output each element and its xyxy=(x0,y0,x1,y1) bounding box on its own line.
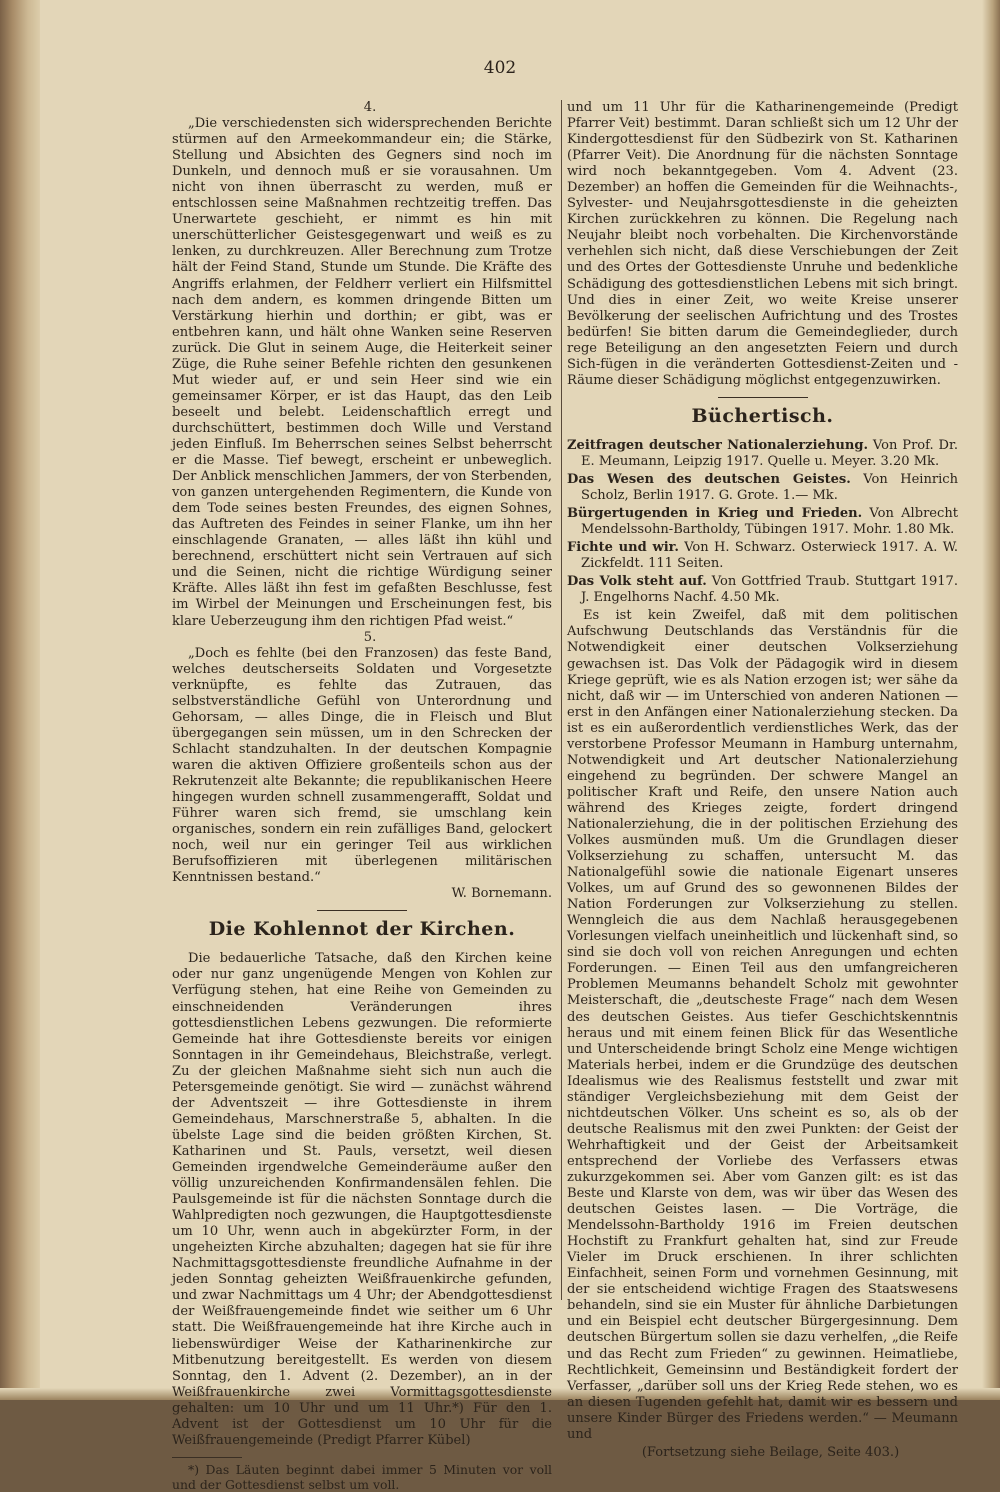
section-divider xyxy=(317,910,407,911)
book-details: Von Heinrich Scholz, Berlin 1917. G. Grote. 1.— Mk. xyxy=(581,471,958,504)
review-text: Es ist kein Zweifel, daß mit dem politischen Aufschwung Deutschlands das Verständnis für die Notwendigkeit einer deutschen Volkserziehung gewachsen ist. Das Volk der Pädagogik wird in diesem Kriege geprüft, wie es als Nation erzogen ist; wer sähe da nicht, daß wir — im Unterschied von anderen Nationen — erst in den Anfängen einer Nationalerziehung stecken. Da ist es ein außerordentlich verdienstliches Werk, das der verstorbene Professor Meumann in Hamburg unternahm, Notwendigkeit und Art deutscher Nationalerziehung eingehend zu begründen. Der schwere Mangel an politischer Kraft und Reife, den unsere Nation auch während des Krieges zeigte, fordert dringend Nationalerziehung, die in der politischen Erziehung des Volkes ausmünden muß. Um die Grundlagen dieser Volkserziehung zu schaffen, untersucht M. das Nationalgefühl sowie die nationale Eigenart unseres Volkes, um auf Grund des so gewonnenen Bildes der Nation Forderungen zur Volkserziehung zu stellen. Wenngleich die aus dem Nachlaß herausgegebenen Vorlesungen vielfach uneinheitlich und lückenhaft sind, so sind sie doch voll von reichen Anregungen und echten Forderungen. — Einen Teil aus den umfangreicheren Problemen Meumanns behandelt Scholz mit gewohnter Meisterschaft, die „deutscheste Frage“ nach dem Wesen des deutschen Geistes. Aus tiefer Geschichtskenntnis heraus und mit einem feinen Blick für das Wesentliche und Unterscheidende bringt Scholz eine Menge wichtigen Materials herbei, indem er die Grundzüge des deutschen Idealismus wie des Realismus feststellt und zwar mit ständiger Vergleichsbeziehung mit dem Geist der nichtdeutschen Völker. Uns scheint es so, als ob der deutsche Realismus mit den zwei Punkten: der Geist der Wehrhaftigkeit und der Geist der Arbeitsamkeit entsprechend der Vorliebe des Verfassers etwas zukurzgekommen sei. Aber vom Ganzen gilt: es ist das Beste und Klarste von dem, was wir über das Wesen des deutschen Geistes lasen. — Die Vorträge, die Mendelssohn-Bartholdy 1916 im Freien deutschen Hochstift zu Frankfurt gehalten hat, sind zur Freude Vieler im Druck erschienen. In ihrer schlichten Einfachheit, seinen Form und vornehmen Gesinnung, mit der sie entscheidend wichtige Fragen des Staatswesens behandeln, sind sie ein Muster für ähnliche Darbietungen und ein Beispiel echt deutscher Bürgergesinnung. Dem deutschen Bürgertum sollen sie dazu verhelfen, „die Reife und das Recht zum Frieden“ zu gewinnen. Heimatliebe, Rechtlichkeit, Gemeinsinn und Beständigkeit fordert der Verfasser, „darüber soll uns der Krieg Rede stehen, wo es an diesen Tugenden gefehlt hat, damit wir es bessern und unsere Kinder Bürger des Friedens werden.“ — Meumann und xyxy=(567,608,958,1442)
section-5-signature: W. Bornemann. xyxy=(451,886,552,902)
section-divider-right xyxy=(718,397,808,398)
book-details: Von Gottfried Traub. Stuttgart 1917. J. Engelhorns Nachf. 4.50 Mk. xyxy=(581,574,958,606)
footnote: *) Das Läuten beginnt dabei immer 5 Minuten vor voll und der Gottesdienst selbst um voll. xyxy=(172,1461,552,1492)
book-title: Das Volk steht auf. xyxy=(567,574,707,590)
book-entry xyxy=(567,506,958,538)
book-details: Von Albrecht Mendelssohn-Bartholdy, Tübingen 1917. Mohr. 1.80 Mk. xyxy=(581,506,958,538)
book-title: Fichte und wir. xyxy=(567,540,679,556)
book-title: Zeitfragen deutscher Nationalerziehung. xyxy=(567,437,869,453)
page-edge-right xyxy=(982,0,1000,1400)
section-5-number: 5. xyxy=(363,629,377,645)
bookshelf-heading: Büchertisch. xyxy=(691,404,834,427)
book-spine xyxy=(0,0,40,1400)
footnote-rule xyxy=(172,1457,242,1458)
section-4-text: „Die verschiedensten sich widersprechenden Berichte stürmen auf den Armeekommandeur ein; die Stärke, Stellung und Absichten des Gegners sind noch im Dunkeln, und dennoch muß er sie vorausahnen. Um nicht von ihnen überrascht zu werden, muß er entschlossen seine Maßnahmen rechtzeitig treffen. Das Unerwartete geschieht, er nimmt es hin mit unerschütterlicher Geistesgegenwart und weiß es zu lenken, zu durchkreuzen. Aller Berechnung zum Trotze hält der Feind Stand, Stunde um Stunde. Die Kräfte des Angriffs erlahmen, der Feldherr verliert ein Hilfsmittel nach dem andern, es kommen dringende Bitten um Verstärkung hierhin und dorthin; er gibt, was er entbehren kann, und hält ohne Wanken seine Reserven zurück. Die Glut in seinem Auge, die Heiterkeit seiner Züge, die Ruhe seiner Befehle richten den gesunkenen Mut wieder auf, er und sein Heer sind wie ein gemeinsamer Körper, er ist das Haupt, das den Leib beseelt und belebt. Leidenschaftlich erregt und durchschüttert, bestimmen doch Wille und Verstand jeden Einfluß. Im Beherrschen seines Selbst beherrscht er die Masse. Tief bewegt, erscheint er unbeweglich. Der Anblick menschlichen Jammers, der von Sterbenden, von ganzen untergehenden Regimentern, die Kunde von dem Tode seines besten Freundes, des eignen Sohnes, das Auftreten des Feindes in seiner Flanke, um ihn her einschlagende Granaten, — alles läßt ihn kühl und berechnend, erschüttert nicht sein Vertrauen auf sich und die Seinen, nicht die richtige Würdigung seiner Kräfte. Alles läßt ihn fest im gefaßten Beschlusse, fest im Wirbel der Meinungen und Erscheinungen fest, bis klare Ueberzeugung ihm den richtigen Pfad weist.“ xyxy=(172,116,552,629)
book-title: Das Wesen des deutschen Geistes. xyxy=(567,471,851,487)
book-entry xyxy=(567,540,958,572)
book-entry xyxy=(567,472,958,504)
right-column xyxy=(567,100,958,1461)
article-text: Die bedauerliche Tatsache, daß den Kirchen keine oder nur ganz ungenügende Mengen von Kohlen zur Verfügung stehen, hat eine Reihe von Gemeinden zu einschneidenden Veränderungen ihres gottesdienstlichen Lebens gezwungen. Die reformierte Gemeinde hat ihre Gottesdienste bereits vor einigen Sonntagen in ihr Gemeindehaus, Bleichstraße, verlegt. Zu der gleichen Maßnahme sieht sich nun auch die Petersgemeinde genötigt. Sie wird — zunächst während der Adventszeit — ihre Gottesdienste in ihrem Gemeindehaus, Marschnerstraße 5, abhalten. In die übelste Lage sind die beiden größten Kirchen, St. Katharinen und St. Pauls, versetzt, weil diesen Gemeinden irgendwelche Gemeinderäume außer den völlig unzureichenden Konfirmandensälen fehlen. Die Paulsgemeinde ist für die nächsten Sonntage durch die Wahlpredigten noch gezwungen, die Hauptgottesdienste um 10 Uhr, wenn auch in abgekürzter Form, in der ungeheizten Kirche abzuhalten; dagegen hat sie für ihre Nachmittagsgottesdienste freundliche Aufnahme in der jeden Sonntag geheizten Weißfrauenkirche gefunden, und zwar Nachmittags um 4 Uhr; der Abendgottesdienst der Weißfrauengemeinde findet wie seither um 6 Uhr statt. Die Weißfrauengemeinde hat ihre Kirche auch in liebenswürdiger Weise der Katharinenkirche zur Mitbenutzung bereitgestellt. Es werden von diesem Sonntag, den 1. Advent (2. Dezember), an in der Weißfrauenkirche zwei Vormittagsgottesdienste gehalten: um 10 Uhr und um 11 Uhr.*) Für den 1. Advent ist der Gottesdienst um 10 Uhr für die Weißfrauengemeinde (Predigt Pfarrer Kübel) xyxy=(172,951,552,1448)
article-heading: Die Kohlennot der Kirchen. xyxy=(208,918,516,941)
continuation-note: (Fortsetzung siehe Beilage, Seite 403.) xyxy=(641,1444,900,1460)
page-number: 402 xyxy=(483,58,517,78)
column-divider xyxy=(561,100,562,1300)
section-5-text: „Doch es fehlte (bei den Franzosen) das feste Band, welches deutscherseits Soldaten und Vorgesetzte verknüpfte, es fehlte das Zutrauen, das selbstverständliche Gefühl von Unterordnung und Gehorsam, — alles Dinge, die in Fleisch und Blut übergegangen sein müssen, um in den Schrecken der Schlacht standzuhalten. In der deutschen Kompagnie waren die aktiven Offiziere großenteils schon aus der Rekrutenzeit alte Bekannte; die republikanischen Heere hingegen wurden schnell zusammengerafft, Soldat und Führer waren sich fremd, sie umschlang kein organisches, sondern ein rein zufälliges Band, gelockert noch, weil nur ein geringer Teil aus wirklichen Berufsoffizieren mit überlegenen militärischen Kenntnissen bestand.“ xyxy=(172,645,552,886)
section-4-number: 4. xyxy=(363,100,377,115)
book-entry xyxy=(567,438,958,470)
book-title: Bürgertugenden in Krieg und Frieden. xyxy=(567,506,863,522)
book-details: Von H. Schwarz. Osterwieck 1917. A. W. Zickfeldt. 111 Seiten. xyxy=(581,540,958,572)
book-entry xyxy=(567,574,958,606)
book-details: Von Prof. Dr. E. Meumann, Leipzig 1917. Quelle u. Meyer. 3.20 Mk. xyxy=(581,437,958,469)
article-continuation: und um 11 Uhr für die Katharinengemeinde (Predigt Pfarrer Veit) bestimmt. Daran schließt sich um 12 Uhr der Kindergottesdienst für den Südbezirk von St. Katharinen (Pfarrer Veit). Die Anordnung für die nächsten Sonntage wird noch bekanntgegeben. Vom 4. Advent (23. Dezember) an hoffen die Gemeinden für die Weihnachts-, Sylvester- und Neujahrsgottesdienste in die geheizten Kirchen zurückkehren zu können. Die Regelung nach Neujahr bleibt noch vorbehalten. Die Kirchenvorstände verhehlen sich nicht, daß diese Verschiebungen der Zeit und des Ortes der Gottesdienste Unruhe und bedenkliche Schädigung des gottesdienstlichen Lebens mit sich bringt. Und dies in einer Zeit, wo weite Kreise unserer Bevölkerung der seelischen Aufrichtung und des Trostes bedürfen! Sie bitten darum die Gemeindeglieder, durch rege Beteiligung an den angesetzten Feiern und durch Sich-fügen in die veränderten Gottesdienst-Zeiten und -Räume dieser Schädigung möglichst entgegenzuwirken. xyxy=(567,100,958,388)
left-column xyxy=(172,100,552,1492)
